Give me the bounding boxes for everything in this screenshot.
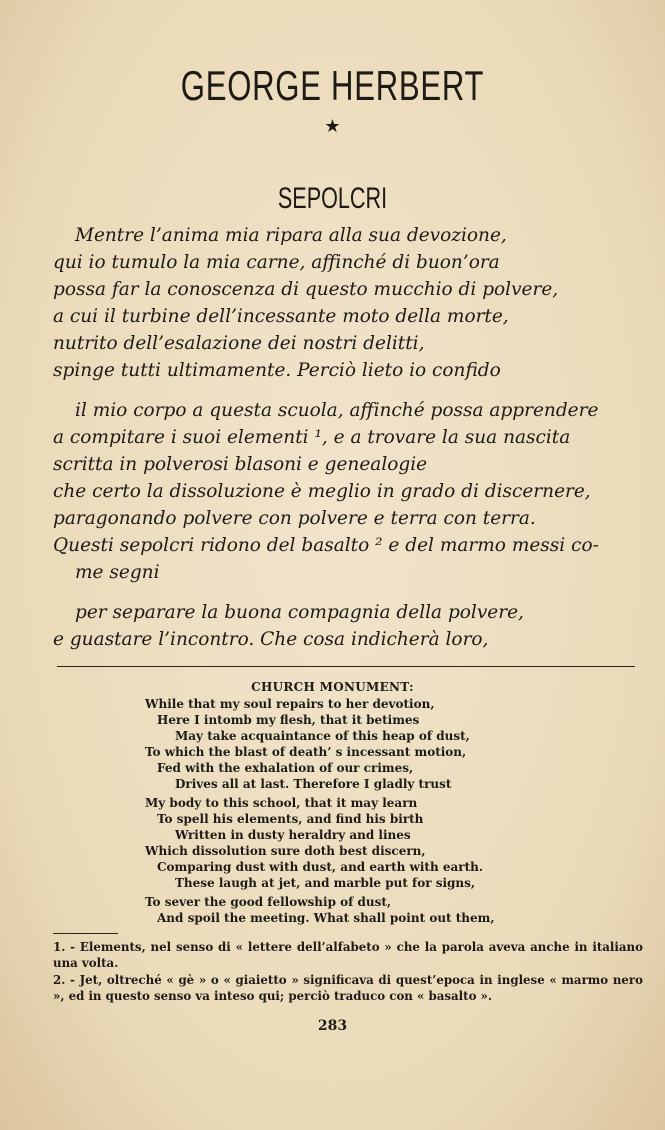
poem-line: Drives all at last. Therefore I gladly trust: [175, 777, 452, 791]
author-heading: GEORGE HERBERT: [180, 62, 485, 109]
star-ornament: ★: [324, 116, 341, 137]
poem-line: Fed with the exhalation of our crimes,: [157, 761, 414, 775]
poem-line: To spell his elements, and find his birth: [157, 812, 424, 826]
english-poem-title: CHURCH MONUMENT:: [251, 680, 414, 694]
poem-line: Questi sepolcri ridono del basalto ² e del marmo messi co-: [53, 535, 599, 556]
poem-line: paragonando polvere con polvere e terra con terra.: [53, 508, 536, 529]
poem-line: il mio corpo a questa scuola, affinché possa apprendere: [75, 400, 599, 421]
poem-line: a cui il turbine dell’incessante moto della morte,: [53, 306, 509, 327]
italian-poem-title: SEPOLCRI: [277, 182, 388, 215]
poem-line: And spoil the meeting. What shall point out them,: [157, 911, 495, 925]
poem-line: While that my soul repairs to her devotion,: [145, 697, 435, 711]
poem-line: To which the blast of death’ s incessant motion,: [145, 745, 467, 759]
poem-line: me segni: [75, 562, 160, 583]
poem-line: a compitare i suoi elementi ¹, e a trovare la sua nascita: [53, 427, 571, 448]
poem-line: possa far la conoscenza di questo mucchio di polvere,: [53, 279, 559, 300]
poem-line: per separare la buona compagnia della polvere,: [75, 602, 524, 623]
poem-line: scritta in polverosi blasoni e genealogie: [53, 454, 428, 475]
poem-line: Comparing dust with dust, and earth with earth.: [157, 860, 484, 874]
poem-line: May take acquaintance of this heap of dust,: [175, 729, 470, 743]
poem-line: Written in dusty heraldry and lines: [175, 828, 411, 842]
poem-line: Here I intomb my flesh, that it betimes: [157, 713, 420, 727]
poem-line: qui io tumulo la mia carne, affinché di buon’ora: [53, 252, 500, 273]
section-divider: [57, 666, 635, 667]
poem-line: Mentre l’anima mia ripara alla sua devozione,: [75, 225, 507, 246]
poem-line: My body to this school, that it may learn: [145, 796, 418, 810]
poem-line: spinge tutti ultimamente. Perciò lieto io confido: [53, 360, 501, 381]
poem-line: che certo la dissoluzione è meglio in grado di discernere,: [53, 481, 591, 502]
footnote-2: 2. - Jet, oltreché « gè » o « giaietto » significava di quest’epoca in inglese « marmo nero », ed in questo senso va inteso qui; perciò traduco con « basalto ».: [53, 973, 643, 1003]
poem-line: Which dissolution sure doth best discern,: [145, 844, 426, 858]
poem-line: nutrito dell’esalazione dei nostri delitti,: [53, 333, 425, 354]
poem-line: e guastare l’incontro. Che cosa indicherà loro,: [53, 629, 489, 650]
poem-line: These laugh at jet, and marble put for signs,: [175, 876, 476, 890]
poem-line: To sever the good fellowship of dust,: [145, 895, 392, 909]
footnote-1: 1. - Elements, nel senso di « lettere dell’alfabeto » che la parola aveva anche in italiano una volta.: [53, 940, 643, 970]
page-number: 283: [317, 1018, 348, 1034]
footnote-rule: [53, 933, 118, 934]
